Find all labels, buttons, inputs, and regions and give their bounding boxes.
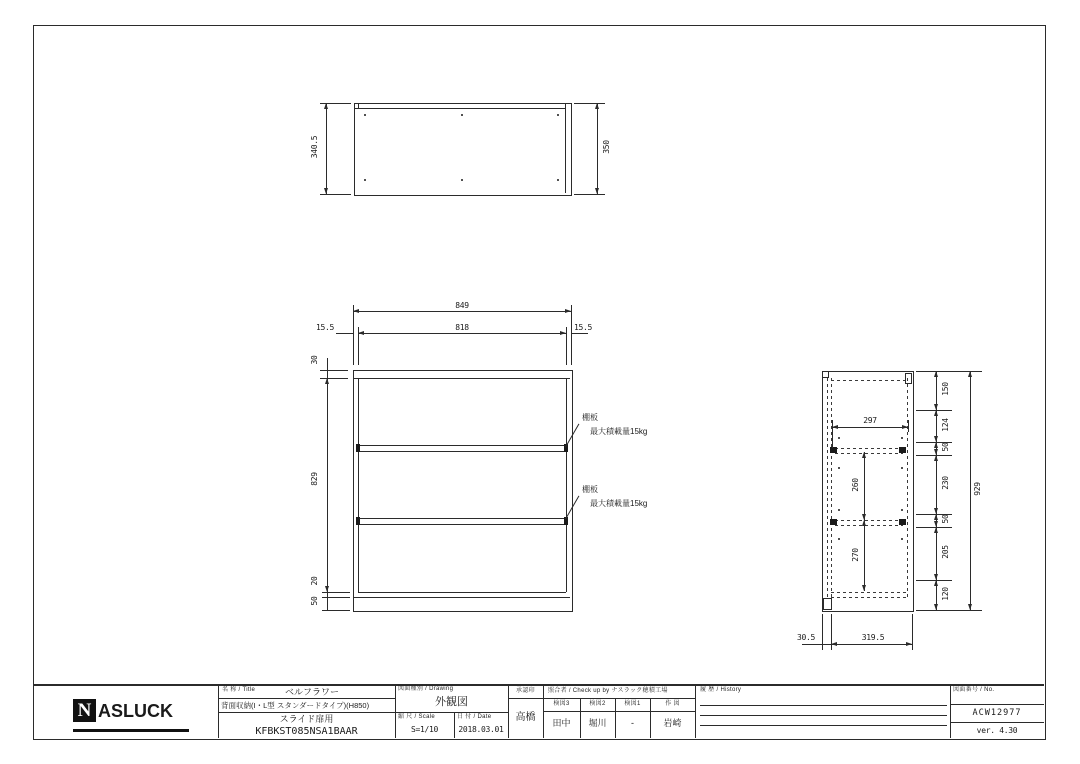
dim-chain-124: 124 <box>941 418 950 432</box>
dim-front-base: 50 <box>310 596 319 606</box>
check-name-draw: 岩崎 <box>663 718 682 728</box>
check-name-2: 堀川 <box>588 718 607 728</box>
date-label: 日 付 / Date <box>457 714 492 720</box>
approval-label: 承認印 <box>516 688 535 694</box>
dim-side-width: 297 <box>863 416 877 425</box>
check-col-label-1: 検図1 <box>624 701 641 707</box>
dim-side-offset: 30.5 <box>797 633 816 642</box>
dim-front-top: 30 <box>310 355 319 365</box>
dim-chain-150: 150 <box>941 382 950 396</box>
drawing-label: 図面種別 / Drawing <box>398 686 454 692</box>
dim-chain-120: 120 <box>941 587 950 601</box>
check-name-3: 田中 <box>552 718 571 728</box>
product-line2: 背面収納(I・L型 スタンダードタイプ)(H850) <box>221 701 370 710</box>
shelf-note-2-title: 棚板 <box>582 485 598 494</box>
dim-top-left: 340.5 <box>310 135 319 159</box>
dim-side-upper: 260 <box>851 478 860 492</box>
scale-value: S=1/10 <box>410 725 439 734</box>
check-col-label-3: 検図3 <box>553 701 570 707</box>
dim-chain-230: 230 <box>941 476 950 490</box>
version: ver. 4.30 <box>976 726 1018 735</box>
dim-front-total: 849 <box>455 301 469 310</box>
dim-side-depth: 319.5 <box>861 633 885 642</box>
check-name-1: - <box>631 718 634 728</box>
drawing-number: ACW12977 <box>972 708 1022 718</box>
dim-front-bottom: 20 <box>310 576 319 586</box>
check-col-label-draw: 作 図 <box>665 701 680 707</box>
shelf-note-1-text: 最大積載量15kg <box>590 427 648 436</box>
dim-chain-205: 205 <box>941 545 950 559</box>
product-code: KFBKST085NSA1BAAR <box>255 726 358 737</box>
shelf-note-2-text: 最大積載量15kg <box>590 499 648 508</box>
check-col-label-2: 検図2 <box>589 701 606 707</box>
dim-front-body: 829 <box>310 472 319 486</box>
dim-side-lower: 270 <box>851 548 860 562</box>
history-label: 履 歴 / History <box>700 687 742 693</box>
date-value: 2018.03.01 <box>458 725 504 734</box>
logo-text: ASLUCK <box>98 701 173 721</box>
check-label: 照合者 / Check up by ナスラック穂積工場 <box>548 688 668 694</box>
logo-n: N <box>73 699 96 722</box>
number-label: 図面番号 / No. <box>953 687 995 693</box>
dim-side-height: 929 <box>973 482 982 496</box>
approval-name: 高橋 <box>515 712 536 723</box>
dim-front-edge-right: 15.5 <box>574 323 593 332</box>
dim-chain-50b: 50 <box>941 514 950 524</box>
dim-front-inner: 818 <box>455 323 469 332</box>
product-line3: スライド扉用 <box>279 714 334 724</box>
drawing-type: 外観図 <box>435 696 468 708</box>
dim-front-edge-left: 15.5 <box>316 323 335 332</box>
product-name: ベルフラワー <box>285 687 340 697</box>
name-label: 名 称 / Title <box>222 687 256 693</box>
shelf-note-1-title: 棚板 <box>582 413 598 422</box>
dim-top-right: 350 <box>602 140 611 154</box>
dim-chain-50a: 50 <box>941 442 950 452</box>
scale-label: 縮 尺 / Scale <box>398 714 435 720</box>
nasluck-logo <box>73 699 189 732</box>
